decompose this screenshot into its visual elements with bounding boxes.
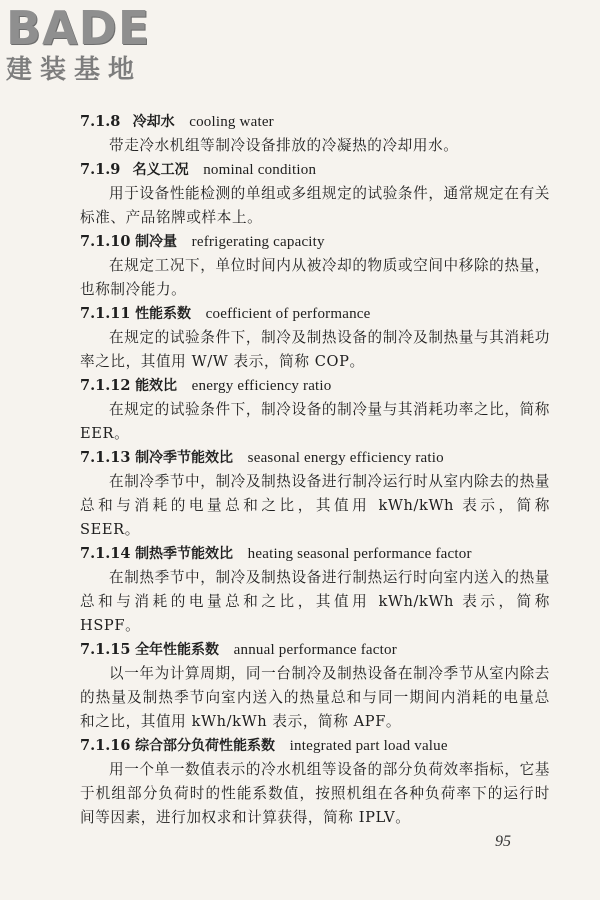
term-chinese: 制冷量: [135, 234, 178, 250]
term-chinese: 性能系数: [135, 306, 192, 322]
term-chinese: 冷却水: [132, 114, 175, 130]
term-number: 7.1.15: [80, 641, 131, 658]
term-entry-7-1-15: [80, 638, 550, 734]
term-entry-7-1-16: [80, 734, 550, 830]
term-definition: 用一个单一数值表示的冷水机组等设备的部分负荷效率指标，它基于机组部分负荷时的性能系数值，按照机组在各种负荷率下的运行时间等因素，进行加权求和计算获得，简称 IPLV。: [80, 761, 550, 826]
term-heading: [80, 734, 550, 758]
term-entry-7-1-11: [80, 302, 550, 374]
term-chinese: 名义工况: [132, 162, 189, 178]
term-definition: 在制冷季节中，制冷及制热设备进行制冷运行时从室内除去的热量总和与消耗的电量总和之比，其值用 kWh/kWh 表示，简称 SEER。: [80, 473, 550, 538]
term-number: 7.1.13: [80, 449, 131, 466]
logo: [6, 1, 186, 86]
term-heading: [80, 230, 550, 254]
term-definition: 带走冷水机组等制冷设备排放的冷凝热的冷却用水。: [109, 137, 459, 154]
logo-wordmark: BADE: [6, 1, 151, 55]
term-english: heating seasonal performance factor: [247, 546, 472, 562]
page-number: 95: [495, 833, 511, 850]
term-heading: [80, 302, 550, 326]
term-entry-7-1-12: [80, 374, 550, 446]
term-heading: [80, 446, 550, 470]
term-english: seasonal energy efficiency ratio: [247, 450, 444, 466]
term-number: 7.1.8: [80, 113, 121, 130]
term-entry-7-1-10: [80, 230, 550, 302]
term-definition: 在规定工况下，单位时间内从被冷却的物质或空间中移除的热量，也称制冷能力。: [80, 257, 550, 298]
term-english: nominal condition: [203, 162, 317, 178]
term-heading: [80, 638, 550, 662]
term-english: coefficient of performance: [205, 306, 371, 322]
term-chinese: 综合部分负荷性能系数: [135, 738, 276, 754]
term-chinese: 能效比: [135, 378, 178, 394]
term-number: 7.1.12: [80, 377, 131, 394]
term-number: 7.1.10: [80, 233, 131, 250]
term-chinese: 全年性能系数: [135, 642, 220, 658]
term-definition: 在规定的试验条件下，制冷及制热设备的制冷及制热量与其消耗功率之比，其值用 W/W 表示，简称 COP。: [80, 329, 550, 370]
term-definition: 在规定的试验条件下，制冷设备的制冷量与其消耗功率之比，简称 EER。: [80, 401, 550, 442]
document-body: [80, 110, 550, 830]
logo-subtitle: 建装基地: [6, 55, 143, 85]
term-heading: [80, 158, 550, 182]
term-entry-7-1-14: [80, 542, 550, 638]
term-heading: [80, 374, 550, 398]
term-chinese: 制热季节能效比: [135, 546, 234, 562]
term-english: energy efficiency ratio: [191, 378, 332, 394]
term-heading: [80, 542, 550, 566]
term-entry-7-1-8: [80, 110, 550, 158]
term-chinese: 制冷季节能效比: [135, 450, 234, 466]
term-definition: 用于设备性能检测的单组或多组规定的试验条件，通常规定在有关标准、产品铭牌或样本上。: [80, 185, 550, 226]
term-definition: 以一年为计算周期，同一台制冷及制热设备在制冷季节从室内除去的热量及制热季节向室内送入的热量总和与同一期间内消耗的电量总和之比，其值用 kWh/kWh 表示，简称 APF。: [80, 665, 550, 730]
term-number: 7.1.11: [80, 305, 131, 322]
term-english: cooling water: [189, 114, 274, 130]
term-entry-7-1-13: [80, 446, 550, 542]
term-heading: [80, 110, 550, 134]
term-number: 7.1.9: [80, 161, 121, 178]
term-entry-7-1-9: [80, 158, 550, 230]
term-english: integrated part load value: [289, 738, 448, 754]
term-english: refrigerating capacity: [191, 234, 325, 250]
term-definition: 在制热季节中，制冷及制热设备进行制热运行时向室内送入的热量总和与消耗的电量总和之比，其值用 kWh/kWh 表示，简称 HSPF。: [80, 569, 550, 634]
term-number: 7.1.16: [80, 737, 131, 754]
term-english: annual performance factor: [233, 642, 397, 658]
term-number: 7.1.14: [80, 545, 131, 562]
